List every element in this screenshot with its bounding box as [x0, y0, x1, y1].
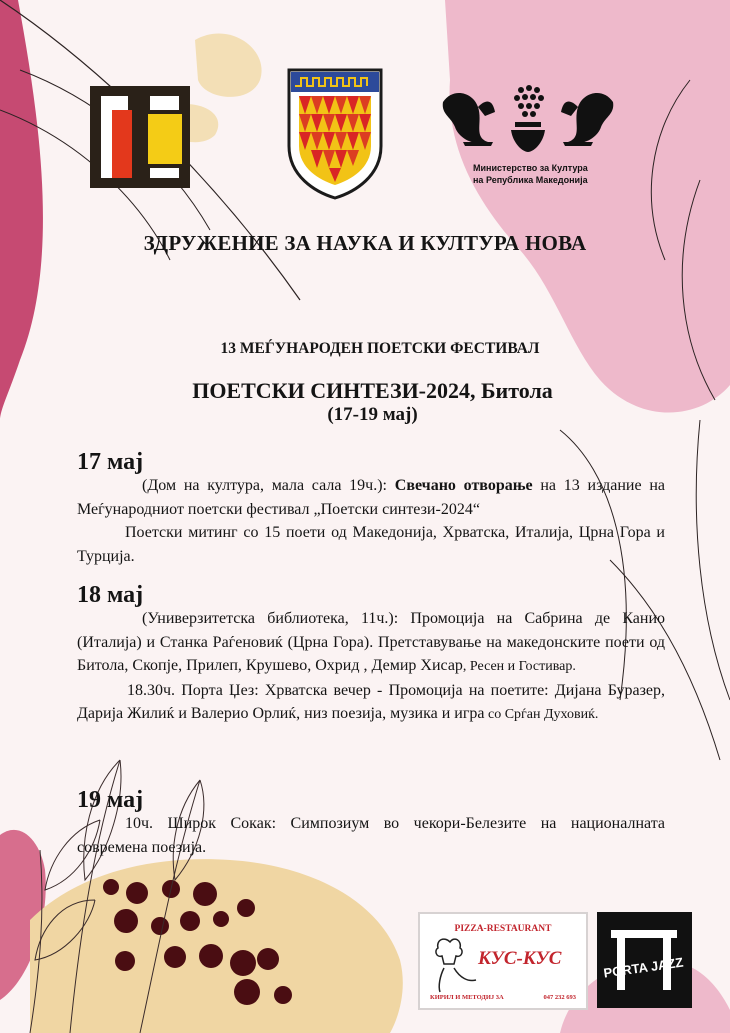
porta-jazz-logo: [597, 912, 692, 1008]
festival-title: ПОЕТСКИ СИНТЕЗИ-2024, Битола: [192, 378, 553, 403]
day-18-library-tail: , Ресен и Гостивар.: [462, 659, 576, 674]
porta-jazz-wordmark: PORTA JAZZ: [602, 954, 685, 981]
day-heading-18: 18 мај: [77, 582, 144, 608]
pizza-restaurant-caption: PIZZA-RESTAURANT: [454, 924, 552, 934]
birds-emblem-icon: [433, 82, 623, 162]
day-19-text: [77, 812, 665, 859]
day-17-highlight: Свечано отворање: [394, 477, 533, 494]
day-18-jazz-tail: со Срѓан Духовиќ.: [484, 707, 599, 722]
pizza-restaurant-name: КУС-КУС: [478, 948, 562, 969]
day-heading-17: 17 мај: [77, 449, 144, 475]
pizza-restaurant-logo: [418, 912, 588, 1010]
bitola-coat-of-arms: [285, 66, 385, 200]
day-18-paragraph-library: [77, 607, 665, 679]
ministry-of-culture-logo: [433, 82, 623, 196]
festival-subtitle: 13 МЕЃУНАРОДЕН ПОЕТСКИ ФЕСТИВАЛ: [220, 340, 540, 357]
festival-dates: (17-19 мај): [327, 404, 418, 425]
cream-splotch: [195, 34, 262, 97]
chef-icon: [430, 934, 480, 994]
day-18-jazz-text: 18.30ч. Порта Џез: Хрватска вечер - Промоција на поетите: Дијана Буразер, Дарија Жилиќ и Валерио Орлиќ, низ поезија, музика и игра: [77, 681, 665, 722]
day-17-text: [77, 474, 665, 568]
day-18-library-text: (Универзитетска библиотека, 11ч.): Промоција на Сабрина де Канио (Италија) и Станка Раѓеновиќ (Црна Гора). Претставување на македонските поети од Битола, Скопје, Прилеп, Крушево, Охрид , Демир Хисар: [77, 610, 665, 674]
organization-title: ЗДРУЖЕНИЕ ЗА НАУКА И КУЛТУРА НОВА: [143, 231, 587, 255]
pizza-restaurant-address: КИРИЛ И МЕТОДИЈ 3А: [430, 994, 504, 1001]
day-17-venue: (Дом на култура, мала сала 19ч.):: [142, 477, 395, 494]
day-18-text: [77, 607, 665, 727]
nova-logo: [90, 86, 190, 188]
porta-jazz-emblem-icon: [597, 912, 692, 1008]
ministry-caption: Министерство за Култура на Република Македонија: [473, 163, 588, 185]
day-heading-19: 19 мај: [77, 787, 144, 813]
pizza-restaurant-phone: 047 232 693: [543, 994, 576, 1001]
day-18-paragraph-jazz: [77, 679, 665, 727]
day-17-paragraph-opening: [77, 474, 665, 521]
day-19-paragraph: 10ч. Широк Сокак: Симпозиум во чекори-Белезите на националната современа поезија.: [77, 815, 665, 856]
day-17-description: на 13 издание на Меѓународниот поетски фестивал „Поетски синтези-2024“: [77, 477, 666, 518]
day-17-paragraph-meeting: Поетски митинг со 15 поети од Македонија, Хрватска, Италија, Црна Гора и Турција.: [77, 524, 665, 565]
